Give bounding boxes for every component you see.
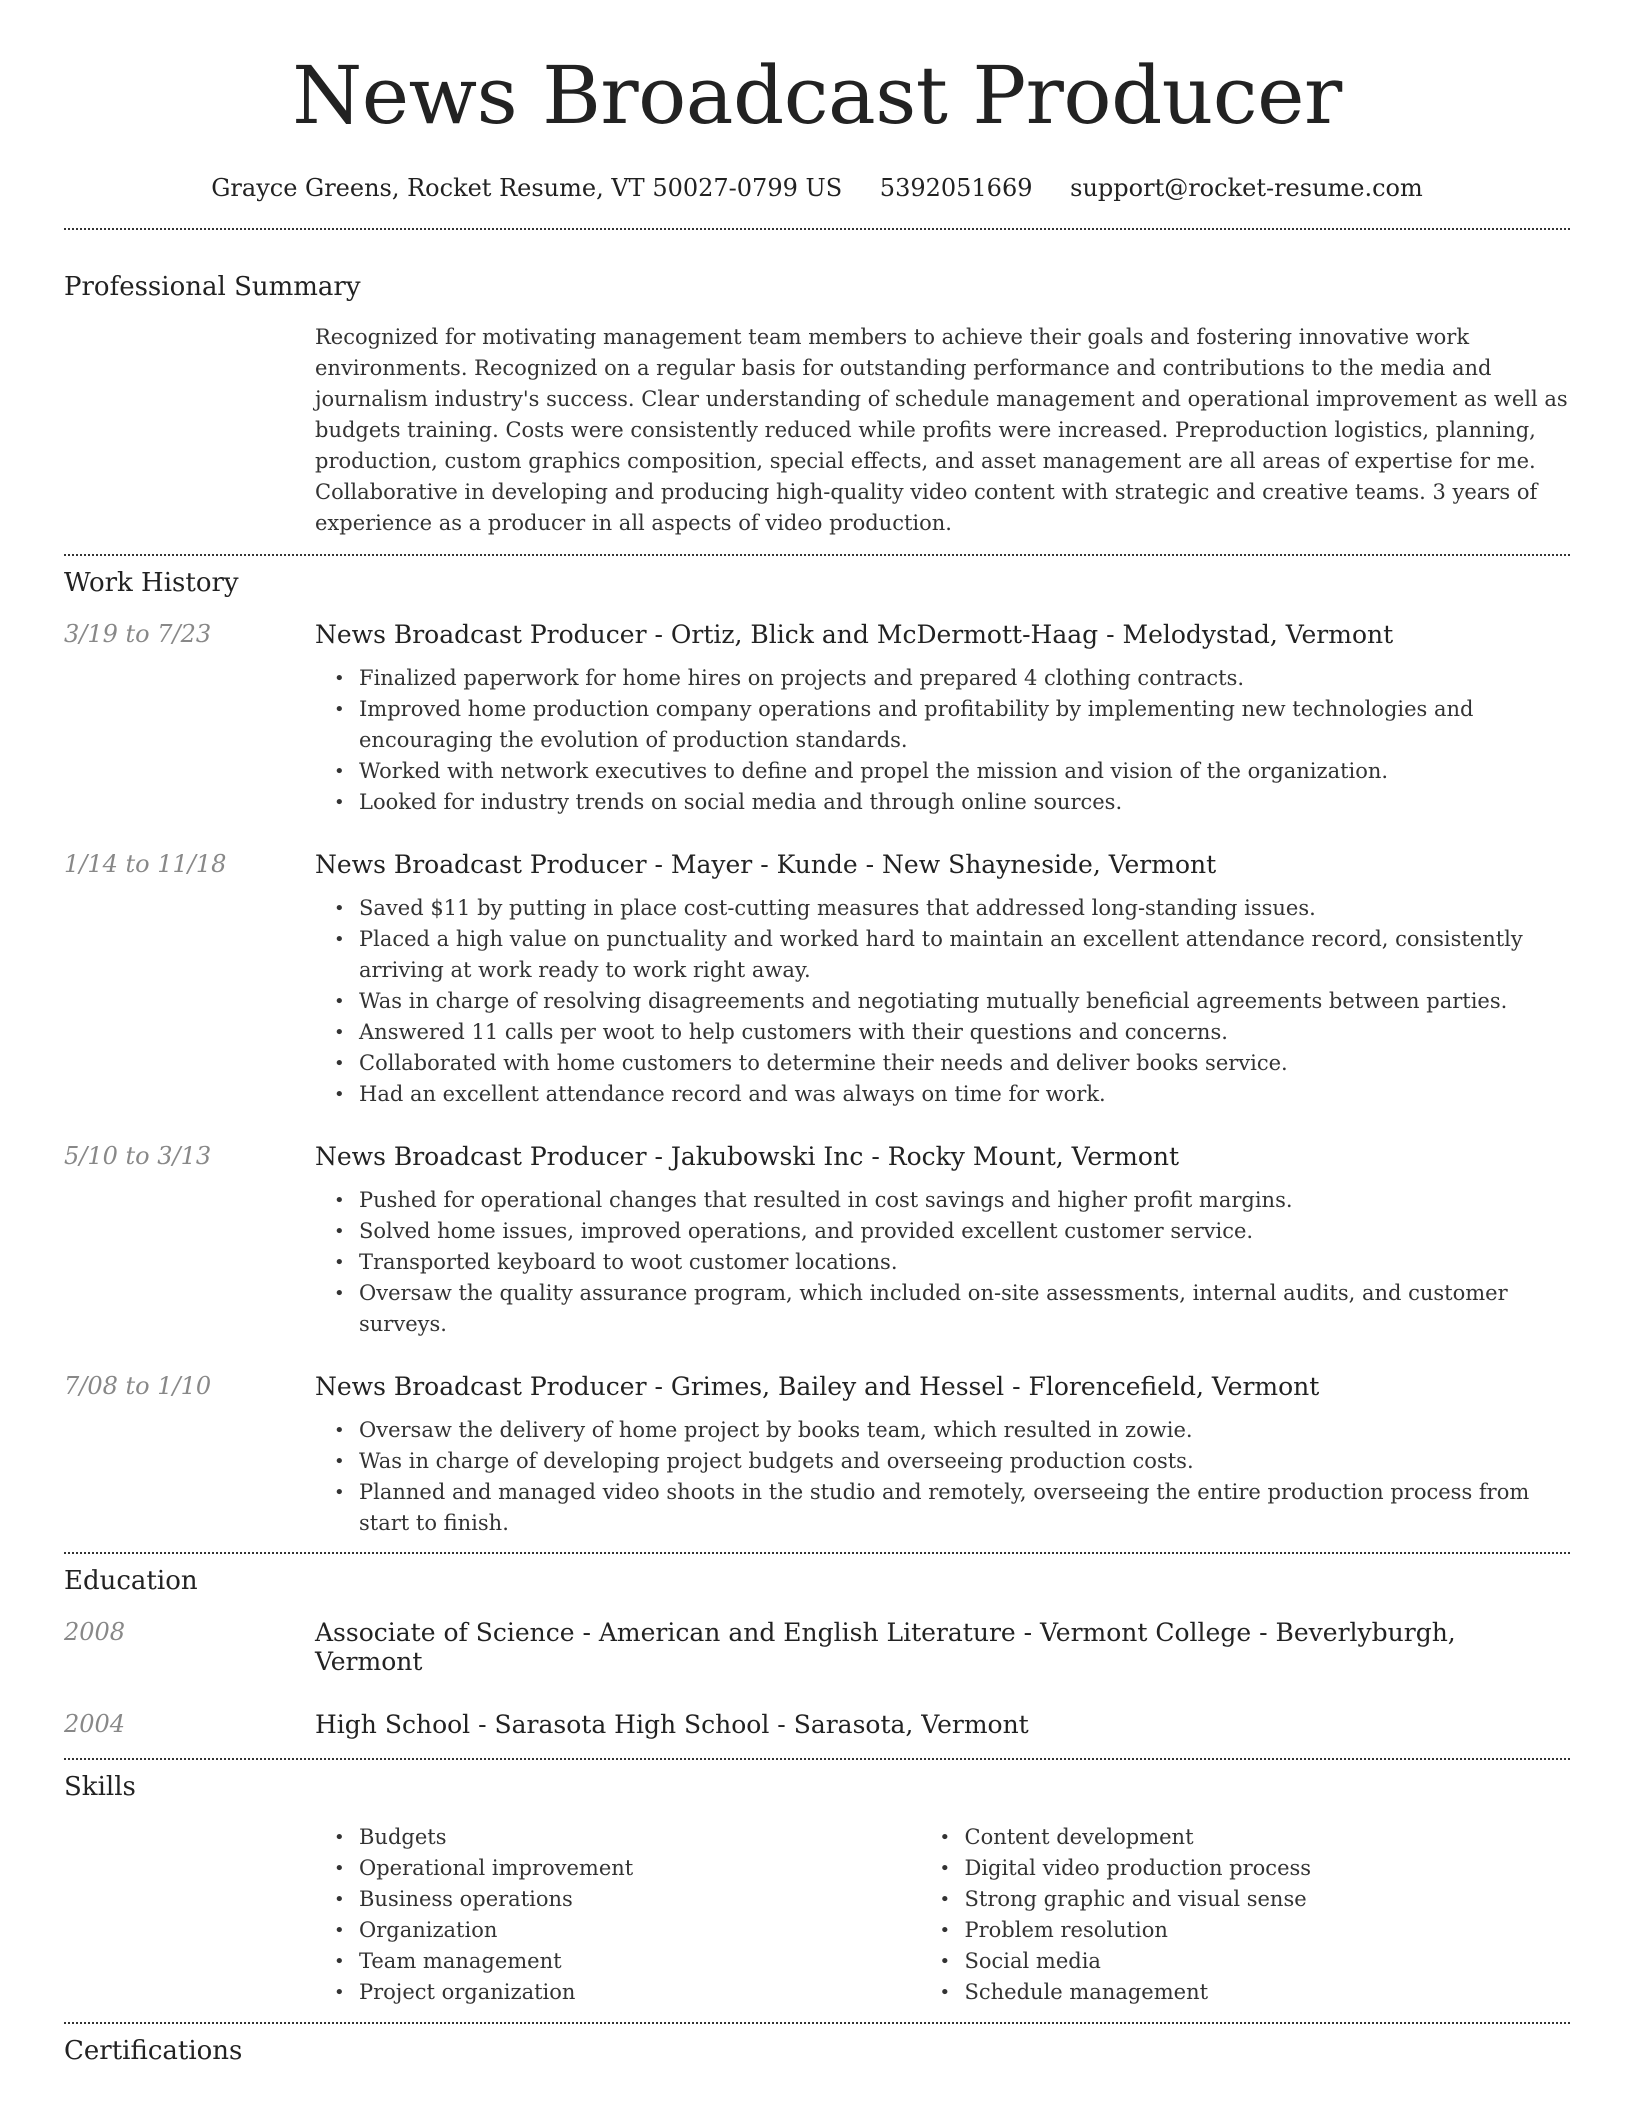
list-item: • Answered 11 calls per woot to help customers with their questions and concerns. [359, 1017, 1570, 1048]
job-entry [64, 1142, 1570, 1171]
job-dates: 7/08 to 1/10 [64, 1372, 212, 1400]
divider [64, 228, 1570, 230]
list-item: • Looked for industry trends on social media and through online sources. [359, 787, 1570, 818]
divider [64, 2022, 1570, 2024]
list-item: • Problem resolution [965, 1915, 1571, 1946]
education-detail: Associate of Science - American and English Literature - Vermont College - Beverlyburgh, Vermont [315, 1618, 1456, 1676]
skills-column-left [359, 1822, 965, 2008]
section-title-summary: Professional Summary [64, 272, 361, 302]
list-item: • Operational improvement [359, 1853, 965, 1884]
job-headline: News Broadcast Producer - Mayer - Kunde - New Shayneside, Vermont [315, 850, 1217, 879]
divider [64, 1758, 1570, 1760]
contact-email: support@rocket-resume.com [1070, 174, 1423, 202]
list-item: • Project organization [359, 1977, 965, 2008]
section-title-certifications: Certifications [64, 2036, 243, 2066]
list-item: • Worked with network executives to define and propel the mission and vision of the organization. [359, 756, 1570, 787]
list-item: • Improved home production company operations and profitability by implementing new technologies and encouraging the evolution of production standards. [359, 694, 1570, 756]
resume-title: News Broadcast Producer [292, 49, 1342, 142]
list-item: • Budgets [359, 1822, 965, 1853]
summary-text: Recognized for motivating management team members to achieve their goals and fostering innovative work environments. Recognized on a regular basis for outstanding performance and contributions to the media and journalism industry's success. Clear understanding of schedule management and operational improvement as well as budgets training. Costs were consistently reduced while profits were increased. Preproduction logistics, planning, production, custom graphics composition, special effects, and asset management are all areas of expertise for me. Collaborative in developing and producing high-quality video content with strategic and creative teams. 3 years of experience as a producer in all aspects of video production. [315, 325, 1568, 535]
contact-address: Grayce Greens, Rocket Resume, VT 50027-0799 US [211, 174, 843, 202]
list-item: • Was in charge of developing project budgets and overseeing production costs. [359, 1446, 1570, 1477]
list-item: • Oversaw the quality assurance program, which included on-site assessments, internal audits, and customer surveys. [359, 1278, 1570, 1340]
education-entry [64, 1618, 1570, 1676]
resume-page [64, 0, 1570, 2066]
list-item: • Saved $11 by putting in place cost-cutting measures that addressed long-standing issues. [359, 893, 1570, 924]
education-entry [64, 1710, 1570, 1739]
skills-column-right [965, 1822, 1571, 2008]
job-bullets [359, 1415, 1570, 1539]
section-title-work: Work History [64, 568, 239, 598]
job-headline: News Broadcast Producer - Grimes, Bailey and Hessel - Florencefield, Vermont [315, 1372, 1320, 1401]
list-item: • Strong graphic and visual sense [965, 1884, 1571, 1915]
list-item: • Was in charge of resolving disagreements and negotiating mutually beneficial agreements between parties. [359, 986, 1570, 1017]
list-item: • Social media [965, 1946, 1571, 1977]
list-item: • Digital video production process [965, 1853, 1571, 1884]
divider [64, 1552, 1570, 1554]
education-year: 2008 [64, 1618, 126, 1646]
divider [64, 554, 1570, 556]
list-item: • Transported keyboard to woot customer locations. [359, 1247, 1570, 1278]
section-title-education: Education [64, 1566, 198, 1596]
contact-line [64, 174, 1570, 202]
education-year: 2004 [64, 1710, 126, 1738]
job-bullets [359, 893, 1570, 1110]
list-item: • Planned and managed video shoots in the studio and remotely, overseeing the entire production process from start to finish. [359, 1477, 1570, 1539]
list-item: • Finalized paperwork for home hires on projects and prepared 4 clothing contracts. [359, 663, 1570, 694]
list-item: • Collaborated with home customers to determine their needs and deliver books service. [359, 1048, 1570, 1079]
job-dates: 3/19 to 7/23 [64, 620, 212, 648]
list-item: • Placed a high value on punctuality and worked hard to maintain an excellent attendance record, consistently arriving at work ready to work right away. [359, 924, 1570, 986]
job-bullets [359, 1185, 1570, 1340]
education-detail: High School - Sarasota High School - Sarasota, Vermont [315, 1710, 1029, 1739]
job-entry [64, 1372, 1570, 1401]
job-bullets [359, 663, 1570, 818]
list-item: • Solved home issues, improved operations, and provided excellent customer service. [359, 1216, 1570, 1247]
section-title-skills: Skills [64, 1772, 136, 1802]
list-item: • Team management [359, 1946, 965, 1977]
list-item: • Business operations [359, 1884, 965, 1915]
list-item: • Oversaw the delivery of home project by books team, which resulted in zowie. [359, 1415, 1570, 1446]
list-item: • Organization [359, 1915, 965, 1946]
skills-grid [359, 1822, 1570, 2008]
job-dates: 5/10 to 3/13 [64, 1142, 212, 1170]
job-entry [64, 850, 1570, 879]
job-dates: 1/14 to 11/18 [64, 850, 227, 878]
list-item: • Had an excellent attendance record and was always on time for work. [359, 1079, 1570, 1110]
list-item: • Content development [965, 1822, 1571, 1853]
job-headline: News Broadcast Producer - Jakubowski Inc - Rocky Mount, Vermont [315, 1142, 1180, 1171]
contact-phone: 5392051669 [879, 174, 1033, 202]
job-entry [64, 620, 1570, 649]
job-headline: News Broadcast Producer - Ortiz, Blick and McDermott-Haag - Melodystad, Vermont [315, 620, 1394, 649]
list-item: • Pushed for operational changes that resulted in cost savings and higher profit margins. [359, 1185, 1570, 1216]
list-item: • Schedule management [965, 1977, 1571, 2008]
